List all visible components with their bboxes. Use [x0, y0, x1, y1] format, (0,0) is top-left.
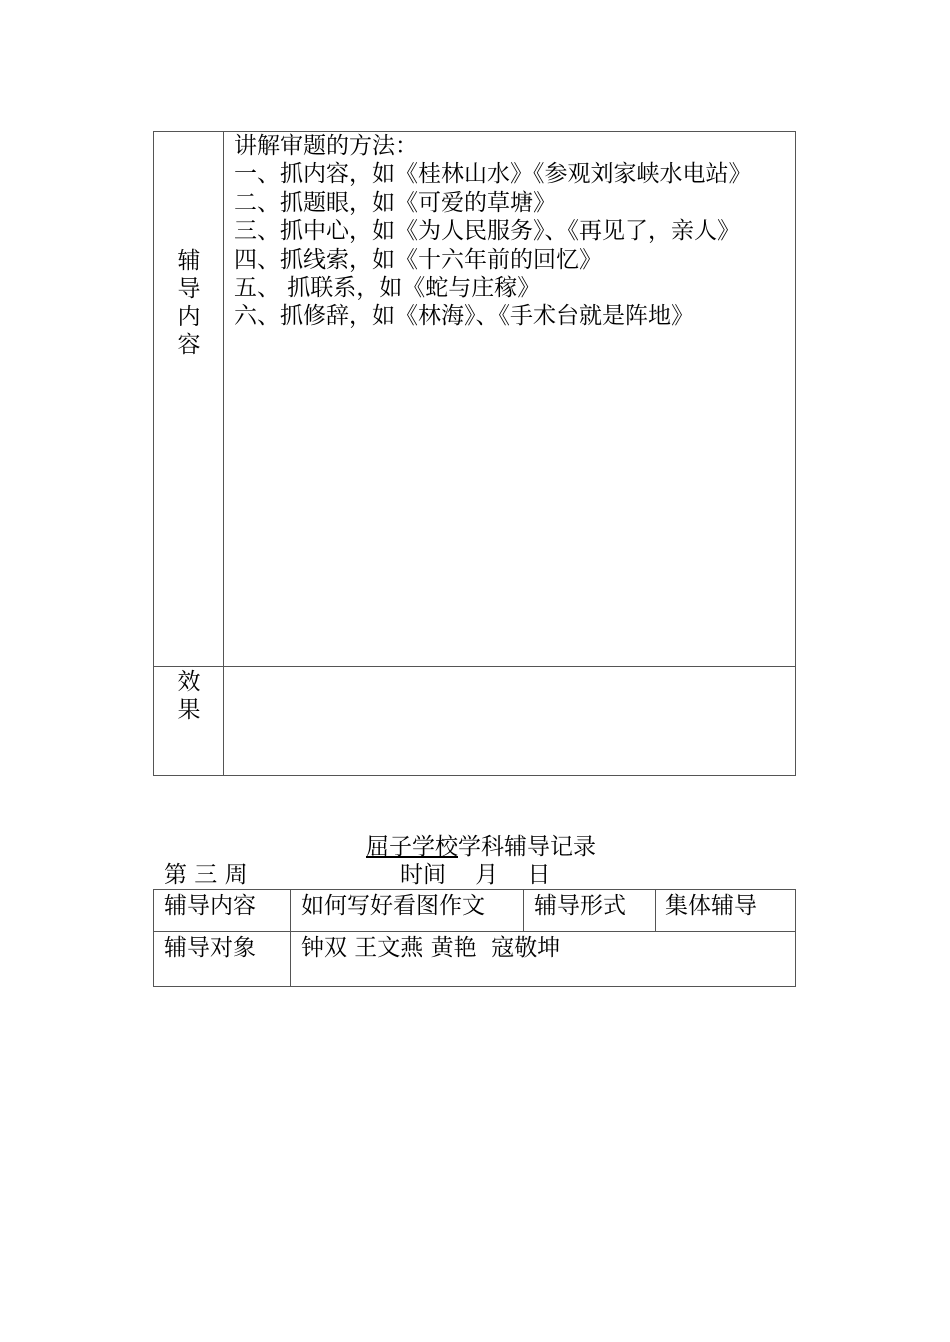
record-table-col-divider-2: [523, 889, 524, 931]
content-line: 二、抓题眼，如《可爱的草塘》: [234, 189, 556, 216]
label-xiaoguo: 效 果: [177, 669, 201, 723]
row1-value: 如何写好看图作文: [301, 893, 485, 919]
week-label: 第 三 周: [164, 862, 248, 888]
time-label: 时间 月 日: [400, 862, 551, 888]
row1-label: 辅导内容: [164, 893, 256, 919]
record-table-col-divider-3: [655, 889, 656, 931]
content-line: 四、抓线索，如《十六年前的回忆》: [234, 246, 602, 273]
content-line: 五、 抓联系，如《蛇与庄稼》: [234, 274, 541, 301]
record-table-row-divider: [153, 931, 796, 932]
row1-form-label: 辅导形式: [534, 893, 626, 919]
row1-form-value: 集体辅导: [665, 893, 757, 919]
label-fudao-neirong: 辅 导 内 容: [177, 248, 201, 358]
record-table-col-divider-1: [290, 889, 291, 987]
row2-label: 辅导对象: [164, 935, 256, 961]
content-line: 三、抓中心，如《为人民服务》、《再见了，亲人》: [234, 218, 740, 245]
upper-table-row-divider: [153, 666, 796, 667]
content-lines: [234, 132, 752, 331]
upper-table-column-divider: [223, 131, 224, 776]
content-line: 讲解审题的方法：: [234, 133, 418, 159]
content-line: 一、抓内容，如《桂林山水》《参观刘家峡水电站》: [234, 161, 752, 188]
content-line: 六、抓修辞，如《林海》、《手术台就是阵地》: [234, 303, 694, 330]
record-title: 屈子学校学科辅导记录: [366, 834, 596, 860]
row2-value: 钟双 王文燕 黄艳 寇敬坤: [301, 935, 561, 961]
